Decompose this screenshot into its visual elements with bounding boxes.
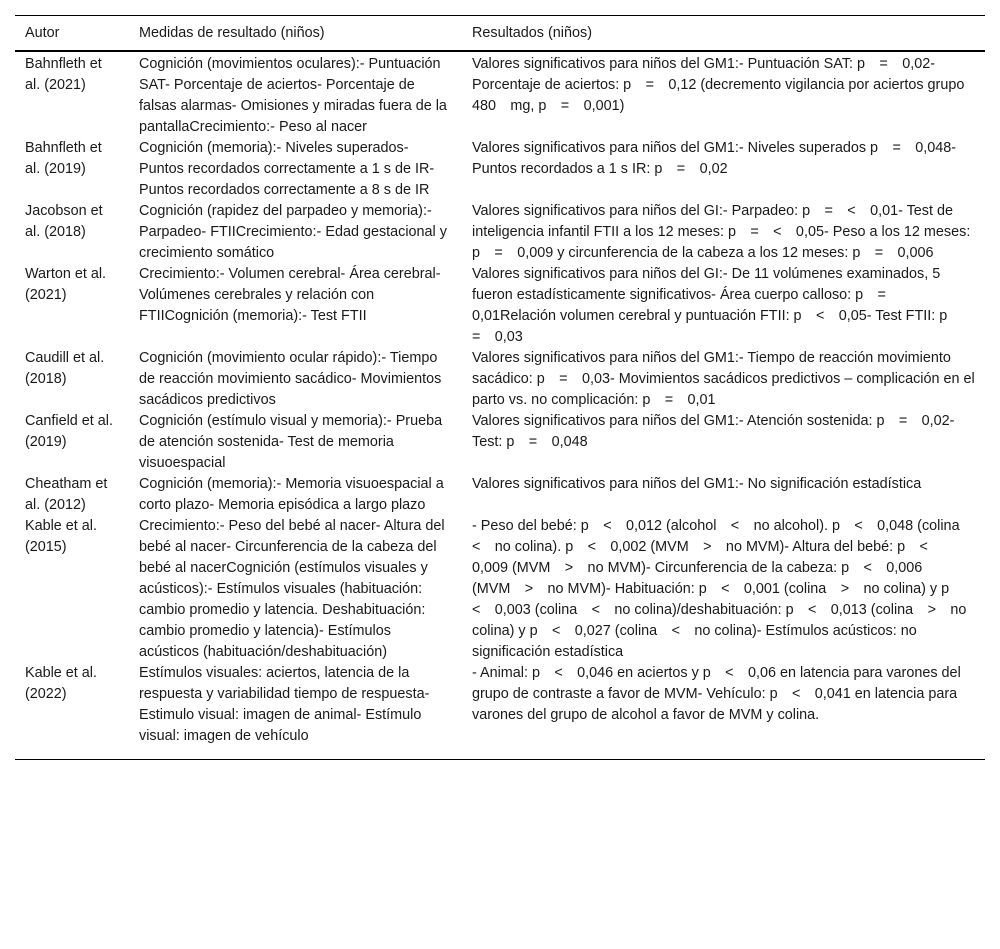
- cell-resultados: Valores significativos para niños del GM1:- Atención sostenida: p = 0,02- Test: p = 0,048: [472, 413, 955, 450]
- table-row: [15, 264, 985, 348]
- cell-medidas: Crecimiento:- Volumen cerebral- Área cerebral- Volúmenes cerebrales y relación con FTIICognición (memoria):- Test FTII: [139, 266, 441, 324]
- cell-resultados: Valores significativos para niños del GI:- De 11 volúmenes examinados, 5 fueron estadísticamente significativos- Área cuerpo calloso: p = 0,01Relación volumen cerebral y puntuación FTII: p < 0,05- Test FTII: p = 0,03: [472, 266, 962, 345]
- cell-autor: Bahnfleth et al. (2019): [25, 140, 102, 177]
- header-row: [15, 16, 985, 52]
- cell-resultados: Valores significativos para niños del GM1:- Puntuación SAT: p = 0,02- Porcentaje de aciertos: p = 0,12 (decremento vigilancia por aciertos grupo 480 mg, p = 0,001): [472, 56, 965, 114]
- table-row: [15, 201, 985, 264]
- table-row: [15, 663, 985, 760]
- cell-resultados: - Peso del bebé: p < 0,012 (alcohol < no alcohol). p < 0,048 (colina < no colina). p < 0,002 (MVM > no MVM)- Altura del bebé: p < 0,009 (MVM > no MVM)- Circunferencia de la cabeza: p < 0,006 (MVM > no MVM)- Habituación: p < 0,001 (colina > no colina) y p < 0,003 (colina < no colina)/deshabituación: p < 0,013 (colina > no colina) y p < 0,027 (colina < no colina)- Estímulos acústicos: no significación estadística: [472, 518, 974, 660]
- table-row: [15, 348, 985, 411]
- cell-autor: Warton et al. (2021): [25, 266, 107, 303]
- cell-autor: Kable et al. (2015): [25, 518, 98, 555]
- cell-resultados: - Animal: p < 0,046 en aciertos y p < 0,06 en latencia para varones del grupo de contraste a favor de MVM- Vehículo: p < 0,041 en latencia para varones del grupo de alcohol a favor de MVM y colina.: [462, 663, 985, 760]
- cell-medidas: Cognición (estímulo visual y memoria):- Prueba de atención sostenida- Test de memoria visuoespacial: [139, 413, 443, 471]
- header-medidas: Medidas de resultado (niños): [129, 16, 462, 52]
- cell-medidas: Cognición (rapidez del parpadeo y memoria):- Parpadeo- FTIICrecimiento:- Edad gestacional y crecimiento somático: [139, 203, 447, 261]
- cell-medidas: Cognición (movimiento ocular rápido):- Tiempo de reacción movimiento sacádico- Movimientos sacádicos predictivos: [139, 350, 442, 408]
- cell-medidas: Cognición (memoria):- Memoria visuoespacial a corto plazo- Memoria episódica a largo plazo: [139, 476, 444, 513]
- table-row: [15, 138, 985, 201]
- results-table: [15, 15, 985, 760]
- table-row: [15, 474, 985, 516]
- table-body: [15, 51, 985, 760]
- cell-resultados: Valores significativos para niños del GI:- Parpadeo: p = < 0,01- Test de inteligencia infantil FTII a los 12 meses: p = < 0,05- Peso a los 12 meses: p = 0,009 y circunferencia de la cabeza a los 12 meses: p = 0,006: [472, 203, 971, 261]
- table-row: [15, 516, 985, 663]
- header-resultados: Resultados (niños): [462, 16, 985, 52]
- cell-medidas: Estímulos visuales: aciertos, latencia de la respuesta y variabilidad tiempo de respuesta- Estimulo visual: imagen de animal- Estímulo visual: imagen de vehículo: [129, 663, 462, 760]
- cell-medidas: Cognición (memoria):- Niveles superados- Puntos recordados correctamente a 1 s de IR- Puntos recordados correctamente a 8 s de IR: [139, 140, 435, 198]
- header-autor: Autor: [15, 16, 129, 52]
- table-header: [15, 16, 985, 52]
- table-row: [15, 411, 985, 474]
- cell-autor: Kable et al. (2022): [15, 663, 129, 760]
- cell-autor: Bahnfleth et al. (2021): [25, 56, 102, 93]
- cell-autor: Cheatham et al. (2012): [25, 476, 108, 513]
- cell-autor: Canfield et al. (2019): [25, 413, 113, 450]
- cell-medidas: Crecimiento:- Peso del bebé al nacer- Altura del bebé al nacer- Circunferencia de la cabeza del bebé al nacerCognición (estímulos visuales y acústicos):- Estímulos visuales (habituación: cambio promedio y latencia. Deshabituación: cambio promedio y latencia)- Estímulos acústicos (habituación/deshabituación): [139, 518, 445, 660]
- cell-autor: Caudill et al. (2018): [25, 350, 105, 387]
- cell-resultados: Valores significativos para niños del GM1:- Tiempo de reacción movimiento sacádico: p = 0,03- Movimientos sacádicos predictivos – complicación en el parto vs. no complicación: p = 0,01: [472, 350, 975, 408]
- cell-resultados: Valores significativos para niños del GM1:- Niveles superados p = 0,048- Puntos recordados a 1 s IR: p = 0,02: [472, 140, 957, 177]
- cell-resultados: Valores significativos para niños del GM1:- No significación estadística: [472, 476, 922, 492]
- table-row: [15, 51, 985, 138]
- cell-autor: Jacobson et al. (2018): [25, 203, 103, 240]
- cell-medidas: Cognición (movimientos oculares):- Puntuación SAT- Porcentaje de aciertos- Porcentaje de falsas alarmas- Omisiones y miradas fuera de la pantallaCrecimiento:- Peso al nacer: [139, 56, 447, 135]
